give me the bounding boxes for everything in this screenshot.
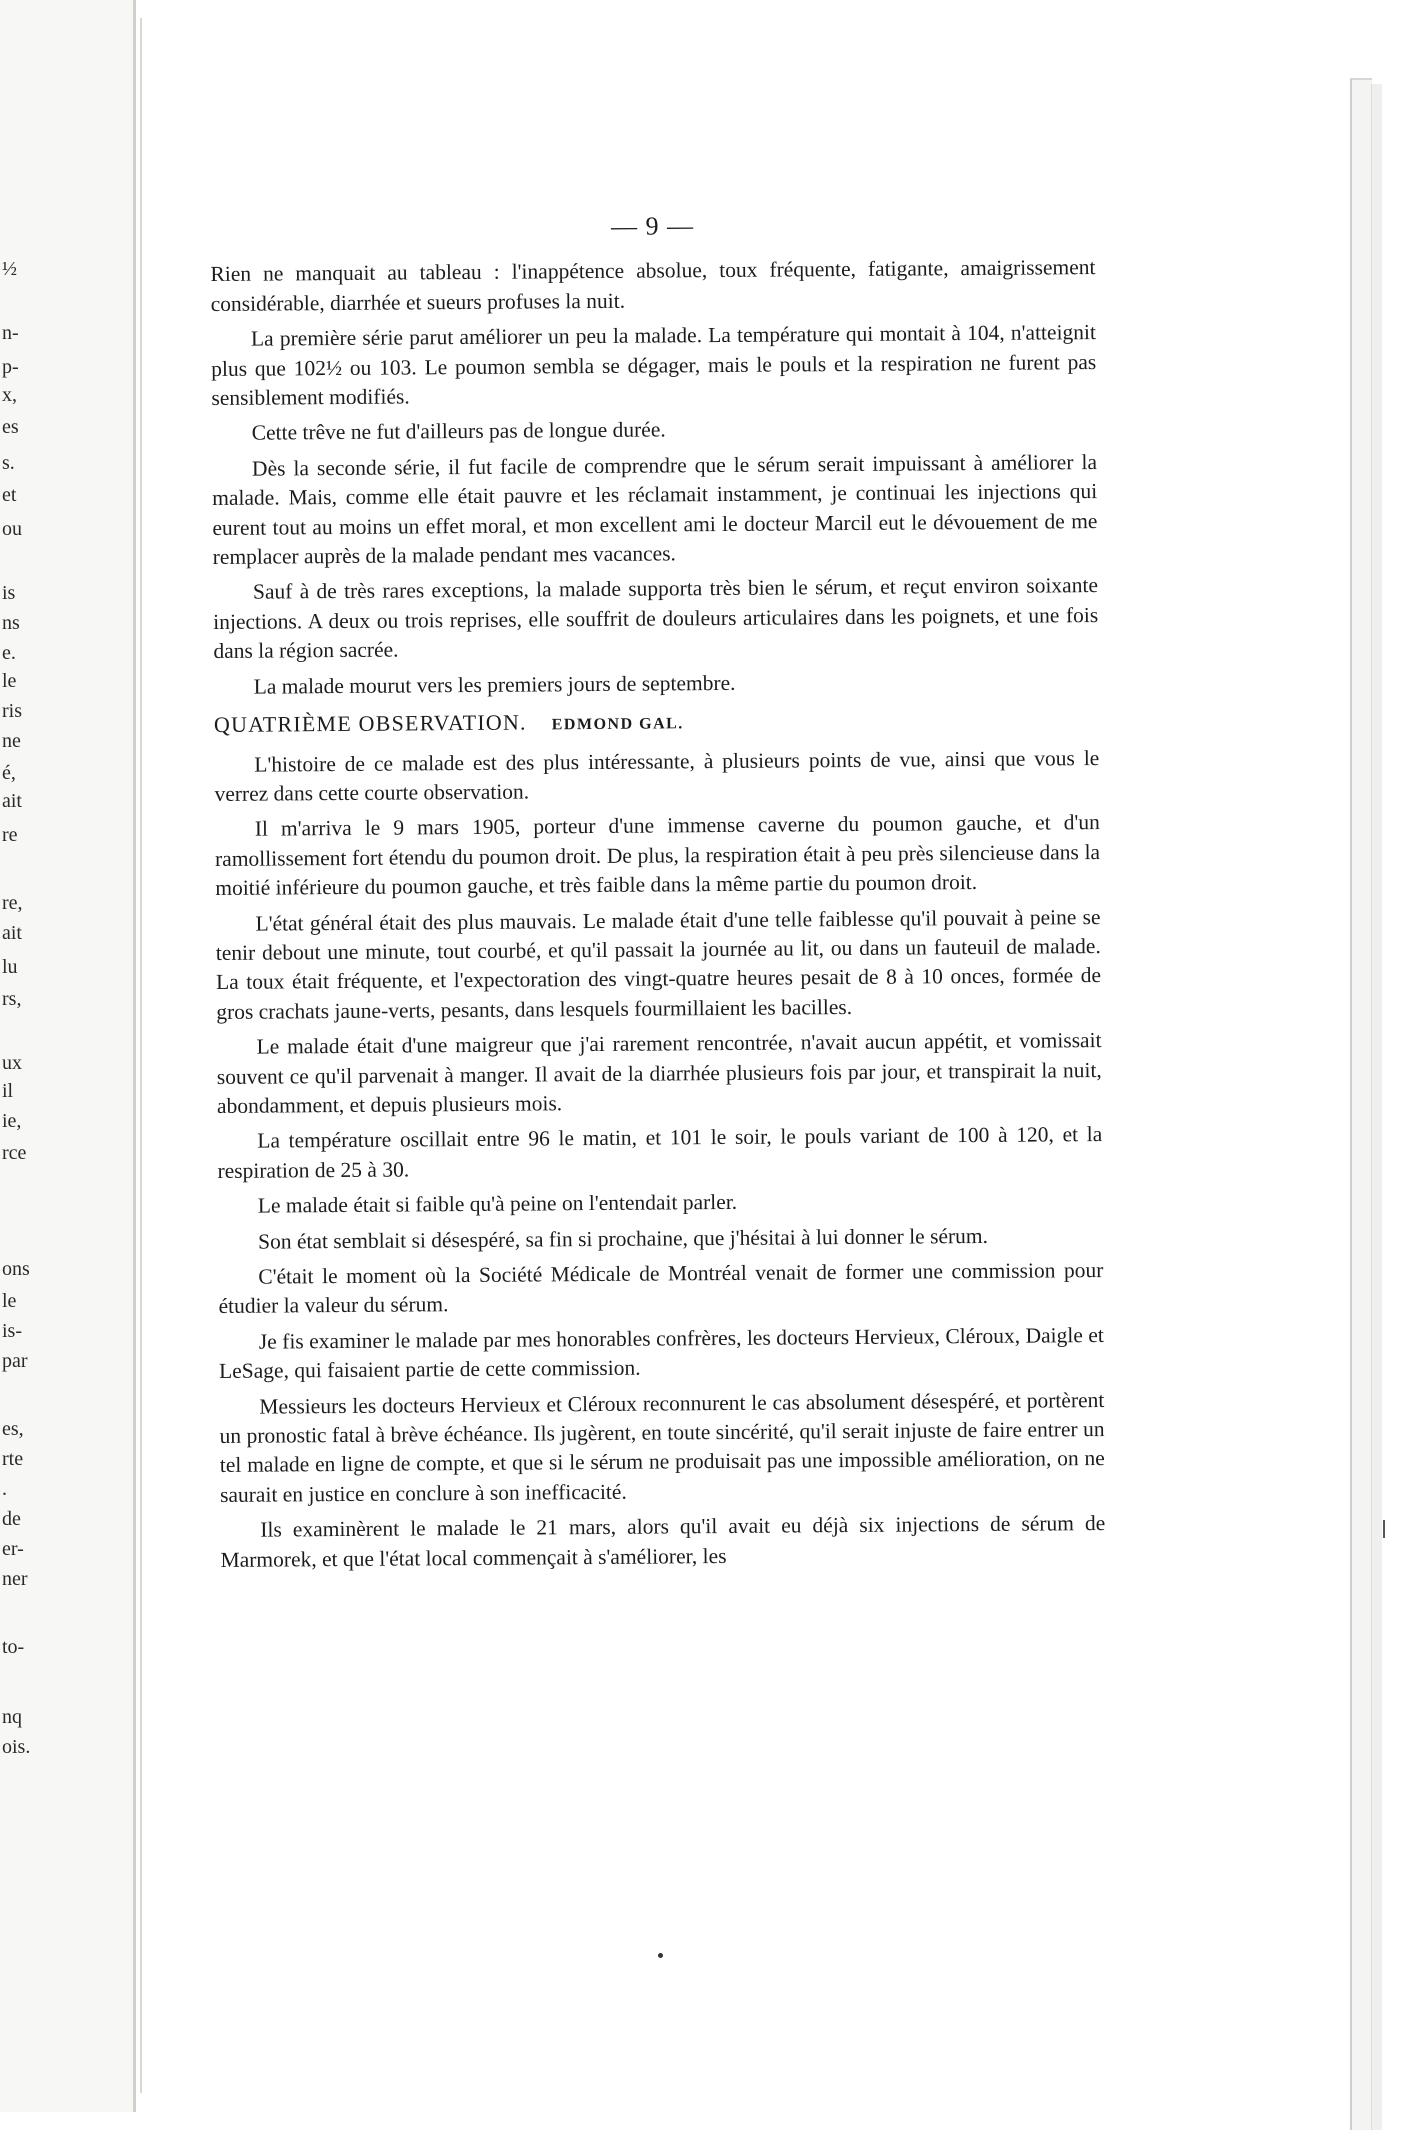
left-page-fragment: re, [2,892,23,914]
left-page-fragment: s. [2,452,15,474]
left-page-fragment: is [2,582,16,604]
paragraph: Son état semblait si désespéré, sa fin si prochaine, que j'hésitai à lui donner le sérum. [257,1223,989,1254]
page-number: — 9 — [610,211,695,241]
left-page-fragment: e. [2,642,16,664]
paragraph: Sauf à de très rares exceptions, la malade supporta très bien le sérum, et reçut environ soixante injections. A deux ou trois reprises, elle souffrit de douleurs articulaires dans les poignets, et une fois dans la région sacrée. [213,573,1099,664]
left-page-fragment: il [2,1080,14,1102]
paragraph: Ils examinèrent le malade le 21 mars, alors qu'il avait eu déjà six injections de sérum de Marmorek, et que l'état local commençait à s'améliorer, les [220,1511,1106,1572]
paragraph: Le malade était si faible qu'à peine on l'entendait parler. [257,1190,738,1218]
left-page-fragment: nq [2,1706,22,1728]
left-page-fragment: ns [2,612,20,634]
left-page-fragment: . [2,1478,7,1500]
left-page-fragment: ris [2,700,22,722]
page-edge-mark [1383,1520,1385,1538]
left-page-fragment: p- [2,356,19,378]
left-page-fragment: re [2,824,18,846]
paragraph: Dès la seconde série, il fut facile de comprendre que le sérum serait impuissant à améliorer la malade. Mais, comme elle était pauvre et les réclamait instamment, je continuai les injections qui eurent tout au moins un effet moral, et mon excellent ami le docteur Marcil eut le dévouement de me remplacer auprès de la malade pendant mes vacances. [212,449,1098,570]
page-text-block [210,208,1106,1581]
left-page-fragment: ½ [2,258,17,280]
left-page-fragment: ne [2,730,21,752]
page-edge-stack-inner [1371,84,1382,2130]
paragraph: L'état général était des plus mauvais. Le malade était d'une telle faiblesse qu'il pouvait à peine se tenir debout une minute, tout courbé, et qu'il passait la journée au lit, ou dans un fauteuil de malade. La toux était fréquente, et l'expectoration des vingt-quatre heures pesait de 8 à 10 onces, formée de gros crachats jaune-verts, pesants, dans lesquels fourmillaient les bacilles. [215,904,1102,1024]
left-page-fragment: ie, [2,1110,22,1132]
page-edge-stack [1350,78,1372,2130]
left-page-fragment: ait [2,790,22,812]
left-page-fragment: x, [2,384,17,406]
left-page-fragment: ner [2,1568,28,1590]
section-heading-patient: EDMOND GAL. [551,715,684,734]
left-page-fragment: é, [2,762,16,784]
left-page-fragment: lu [2,956,18,978]
left-page-fragment: rs, [2,988,22,1010]
paragraph: L'histoire de ce malade est des plus intéressante, à plusieurs points de vue, ainsi que vous le verrez dans cette courte observation. [214,745,1100,806]
section-heading [214,703,1099,742]
stray-ink-dot [658,1953,663,1958]
left-page-fragment: ux [2,1052,22,1074]
paragraph: Le malade était d'une maigreur que j'ai rarement rencontrée, n'avait aucun appétit, et vomissait souvent ce qu'il parvenait à manger. Il avait de la diarrhée plusieurs fois par jour, et transpirait la nuit, abondamment, et depuis plusieurs mois. [216,1028,1102,1118]
paragraph: La température oscillait entre 96 le matin, et 101 le soir, le pouls variant de 100 à 120, et la respiration de 25 à 30. [217,1122,1103,1183]
left-page-fragment: le [2,1290,17,1312]
left-page-fragment: ait [2,922,22,944]
left-page-fragment: ou [2,518,22,540]
left-page-fragment: is- [2,1320,22,1342]
paragraph: La première série parut améliorer un peu la malade. La température qui montait à 104, n'atteignit plus que 102½ ou 103. Le poumon sembla se dégager, mais le pouls et la respiration ne furent pas sensiblement modifiés. [211,320,1097,411]
left-page-fragment: et [2,484,17,506]
left-page-fragment: ois. [2,1736,31,1758]
paragraph: Il m'arriva le 9 mars 1905, porteur d'une immense caverne du poumon gauche, et d'un ramollissement fort étendu du poumon droit. De plus, la respiration était à peu près silencieuse dans la moitié inférieure du poumon gauche, et très faible dans la même partie du poumon droit. [214,810,1101,901]
left-page-fragment: ons [2,1258,30,1280]
left-page-fragment: to- [2,1636,25,1658]
left-facing-page [0,0,136,2112]
left-page-fragment: er- [2,1538,24,1560]
left-page-fragment: n- [2,322,19,344]
paragraph: Rien ne manquait au tableau : l'inappétence absolue, toux fréquente, fatigante, amaigrissement considérable, diarrhée et sueurs profuses la nuit. [210,255,1096,316]
paragraph: C'était le moment où la Société Médicale de Montréal venait de former une commission pour étudier la valeur du sérum. [218,1258,1104,1319]
paragraph: La malade mourut vers les premiers jours de septembre. [253,670,736,699]
paragraph: Cette trêve ne fut d'ailleurs pas de longue durée. [251,417,666,446]
left-page-fragment: par [2,1350,28,1372]
section-heading-title: QUATRIÈME OBSERVATION. [213,709,527,738]
paragraph: Je fis examiner le malade par mes honorables confrères, les docteurs Hervieux, Cléroux, Daigle et LeSage, qui faisaient partie de cette commission. [218,1322,1104,1384]
left-page-fragment: rce [2,1142,27,1164]
left-page-fragment: rte [2,1448,24,1470]
left-page-fragment: de [2,1508,21,1530]
left-page-fragment: es [2,416,19,438]
page-gutter [133,0,136,2112]
left-page-fragment: es, [2,1418,24,1440]
left-page-fragment: le [2,670,17,692]
paragraph: Messieurs les docteurs Hervieux et Cléroux reconnurent le cas absolument désespéré, et portèrent un pronostic fatal à brève échéance. Ils jugèrent, en toute sincérité, qu'il serait injuste de faire entrer un tel malade en ligne de compte, et que si le sérum ne produisait pas une impossible amélioration, on ne saurait en justice en conclure à son inefficacité. [219,1387,1105,1507]
